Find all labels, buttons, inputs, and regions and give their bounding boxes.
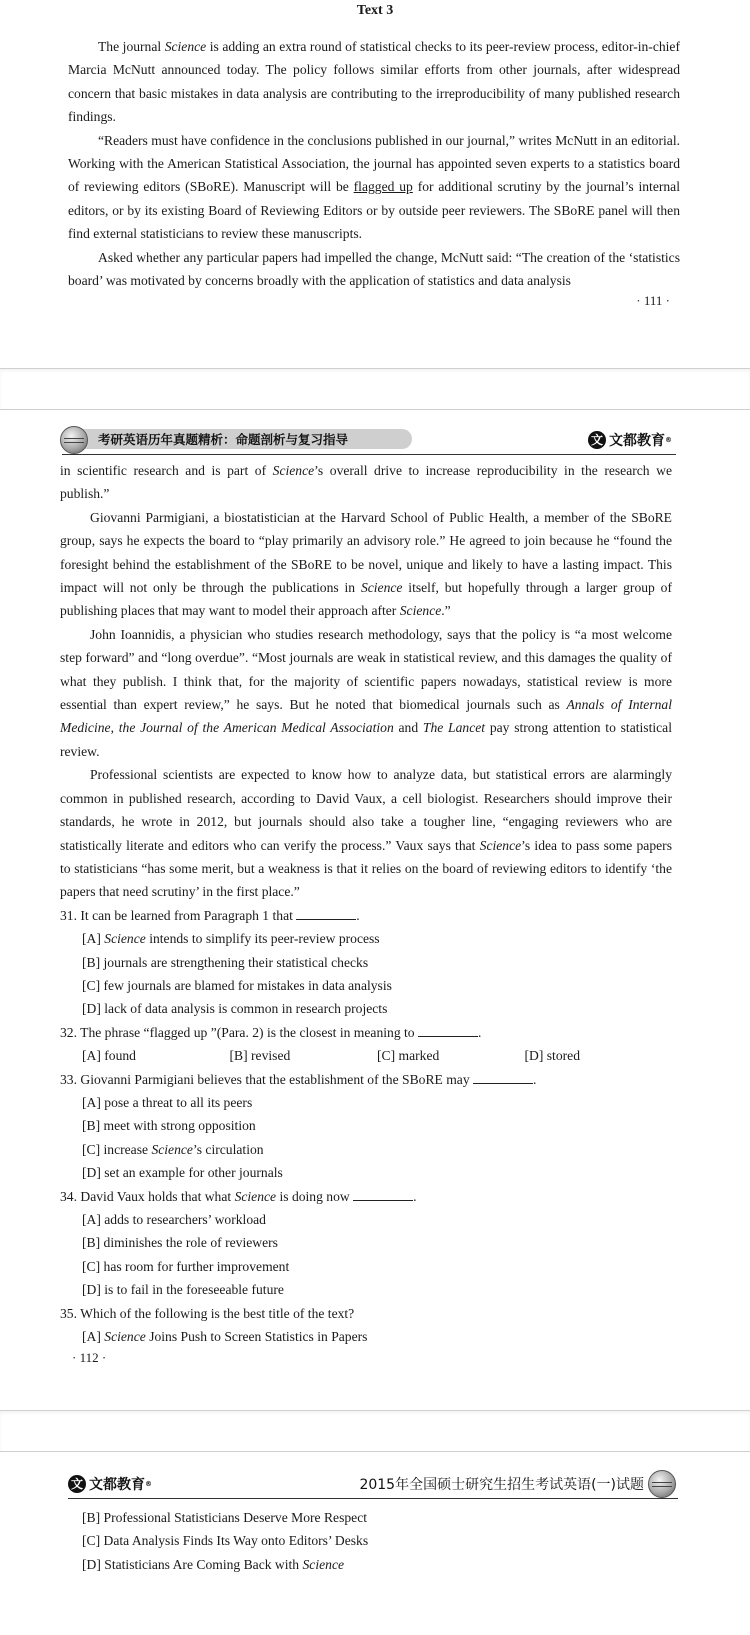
question-31-stem: 31. It can be learned from Paragraph 1 that . xyxy=(60,907,360,923)
option-32-c: [C] marked xyxy=(377,1048,440,1064)
question-33 xyxy=(60,1068,672,1185)
text-title: Text 3 xyxy=(356,3,394,18)
question-35-continued xyxy=(60,1506,672,1576)
question-31 xyxy=(60,904,672,1021)
passage-part-1 xyxy=(68,35,680,292)
question-34-stem: 34. David Vaux holds that what Science is doing now . xyxy=(60,1188,417,1204)
page-gap xyxy=(0,368,750,410)
option-35-c: [C] Data Analysis Finds Its Way onto Editors’ Desks xyxy=(82,1533,369,1549)
publisher-logo: 文 文都教育 ® xyxy=(68,1474,152,1494)
paragraph-3-start: Asked whether any particular papers had impelled the change, McNutt said: “The creation of the ‘statistics board’ was motivated by concerns broadly with the application of statistics and data analysis xyxy=(68,249,680,289)
paragraph-2: “Readers must have confidence in the conclusions published in our journal,” writes McNutt in an editorial. Working with the American Statistical Association, the journal has appointed seven experts to a statistics board of reviewing editors (SBoRE). Manuscript will be flagged up for additional scrutiny by the journal’s internal editors, or by its existing Board of Reviewing Editors or by outside peer reviewers. The SBoRE panel will then find external statisticians to review these manuscripts. xyxy=(68,132,680,242)
globe-icon xyxy=(648,1470,676,1498)
answer-blank xyxy=(473,1071,533,1084)
option-34-a: [A] adds to researchers’ workload xyxy=(82,1212,266,1227)
answer-blank xyxy=(418,1024,478,1037)
option-33-a: [A] pose a threat to all its peers xyxy=(82,1094,253,1110)
logo-icon: 文 xyxy=(68,1475,86,1493)
option-31-c: [C] few journals are blamed for mistakes in data analysis xyxy=(82,977,392,993)
question-32 xyxy=(60,1021,672,1068)
passage-part-2 xyxy=(60,459,672,1348)
option-33-d: [D] set an example for other journals xyxy=(82,1165,283,1181)
option-34-b: [B] diminishes the role of reviewers xyxy=(82,1235,278,1251)
exam-title: 2015年全国硕士研究生招生考试英语(一)试题 xyxy=(359,1477,644,1493)
option-35-d: [D] Statisticians Are Coming Back with Science xyxy=(82,1556,345,1572)
option-31-b: [B] journals are strengthening their statistical checks xyxy=(82,954,369,970)
question-32-options xyxy=(60,1044,672,1067)
option-32-d: [D] stored xyxy=(524,1048,580,1064)
option-33-c: [C] increase Science’s circulation xyxy=(82,1141,264,1157)
page-number-111: · 111 · xyxy=(636,293,670,308)
question-33-stem: 33. Giovanni Parmigiani believes that the establishment of the SBoRE may . xyxy=(60,1071,537,1087)
answer-blank xyxy=(296,907,356,920)
page-113 xyxy=(0,1452,750,1635)
option-32-a: [A] found xyxy=(82,1048,136,1064)
header-banner xyxy=(62,429,412,449)
running-header xyxy=(62,426,676,455)
question-35 xyxy=(60,1302,672,1349)
option-31-d: [D] lack of data analysis is common in research projects xyxy=(82,1001,388,1017)
paragraph-3-end: in scientific research and is part of Science’s overall drive to increase reproducibility in the research we publish.” xyxy=(60,463,672,502)
globe-icon xyxy=(60,426,88,454)
page-112 xyxy=(0,410,750,1410)
option-34-d: [D] is to fail in the foreseeable future xyxy=(82,1282,284,1298)
question-35-stem: 35. Which of the following is the best title of the text? xyxy=(60,1305,355,1321)
paragraph-5: John Ioannidis, a physician who studies research methodology, says that the policy is “a most welcome step forward” and “long overdue”. “Most journals are weak in statistical review, and this damages the quality of what they publish. I think that, for the majority of scientific papers nowadays, statistical review is more essential than expert review,” he says. But he noted that biomedical journals such as Annals of Internal Medicine, the Journal of the American Medical Association and The Lancet pay strong attention to statistical review. xyxy=(60,626,672,759)
paragraph-4: Giovanni Parmigiani, a biostatistician at the Harvard School of Public Health, a member of the SBoRE group, says he expects the board to “play primarily an advisory role.” He agreed to join because he “found the foresight behind the establishment of the SBoRE to be novel, unique and likely to have a lasting impact. This impact will not only be through the publications in Science itself, but hopefully through a larger group of publishing places that may want to model their approach after Science.” xyxy=(60,509,673,619)
logo-text: 文都教育 xyxy=(609,433,665,449)
question-32-stem: 32. The phrase “flagged up ”(Para. 2) is the closest in meaning to . xyxy=(60,1024,482,1040)
option-33-b: [B] meet with strong opposition xyxy=(82,1118,256,1134)
option-34-c: [C] has room for further improvement xyxy=(82,1258,290,1274)
option-35-b: [B] Professional Statisticians Deserve More Respect xyxy=(82,1510,368,1525)
header-banner-text: 考研英语历年真题精析：命题剖析与复习指导 xyxy=(98,432,349,447)
paragraph-1: The journal Science is adding an extra round of statistical checks to its peer-review process, editor-in-chief Marcia McNutt announced today. The policy follows similar efforts from other journals, after widespread concern that basic mistakes in data analysis are contributing to the irreproducibility of many published research findings. xyxy=(68,39,680,125)
publisher-logo: 文 文都教育 ® xyxy=(588,430,672,450)
page-111 xyxy=(0,0,750,368)
logo-text: 文都教育 xyxy=(89,1477,145,1493)
option-35-a: [A] Science Joins Push to Screen Statistics in Papers xyxy=(82,1329,368,1345)
question-34 xyxy=(60,1185,672,1302)
running-header xyxy=(68,1470,678,1499)
page-gap xyxy=(0,1410,750,1452)
option-32-b: [B] revised xyxy=(229,1048,291,1064)
answer-blank xyxy=(353,1188,413,1201)
option-31-a: [A] Science intends to simplify its peer-review process xyxy=(82,931,380,947)
paragraph-6: Professional scientists are expected to know how to analyze data, but statistical errors are alarmingly common in published research, according to David Vaux, a cell biologist. Researchers should improve their standards, he wrote in 2012, but journals should also take a tougher line, “engaging reviewers who are statistically literate and editors who can verify the process.” Vaux says that Science’s idea to pass some papers to statisticians “has some merit, but a weakness is that it relies on the board of reviewing editors to identify ‘the papers that need scrutiny’ in the first place.” xyxy=(60,767,672,900)
logo-icon: 文 xyxy=(588,431,606,449)
page-number-112: · 112 · xyxy=(72,1350,107,1365)
